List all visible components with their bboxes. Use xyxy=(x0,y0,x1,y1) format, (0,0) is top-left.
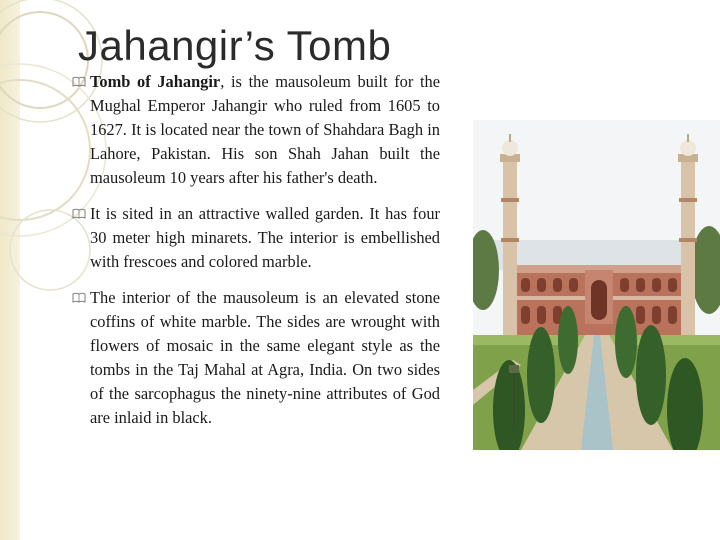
bullet-list xyxy=(72,70,440,442)
bullet-item xyxy=(72,70,440,190)
bullet-item xyxy=(72,286,440,430)
bullet-lead: Tomb of Jahangir xyxy=(90,72,221,91)
bullet-body: The interior of the mausoleum is an elevated stone coffins of white marble. The sides are wrought with flowers of mosaic in the same elegant style as the tombs in the Taj Mahal at Agra, India. On two sides of the sarcophagus the ninety-nine attributes of God are inlaid in black. xyxy=(90,288,440,427)
bullet-text xyxy=(90,70,440,190)
bullet-text xyxy=(90,202,440,274)
book-bullet-icon xyxy=(72,208,86,220)
book-bullet-icon xyxy=(72,76,86,88)
slide-title: Jahangir’s Tomb xyxy=(78,22,392,69)
jahangir-tomb-photo xyxy=(473,120,720,450)
bullet-body: It is sited in an attractive walled garden. It has four 30 meter high minarets. The interior is embellished with frescoes and colored marble. xyxy=(90,204,440,271)
book-bullet-icon xyxy=(72,292,86,304)
bullet-body: , is the mausoleum built for the Mughal Emperor Jahangir who ruled from 1605 to 1627. It is located near the town of Shahdara Bagh in Lahore, Pakistan. His son Shah Jahan built the mausoleum 10 years after his father's death. xyxy=(90,72,440,187)
bullet-text xyxy=(90,286,440,430)
bullet-item xyxy=(72,202,440,274)
